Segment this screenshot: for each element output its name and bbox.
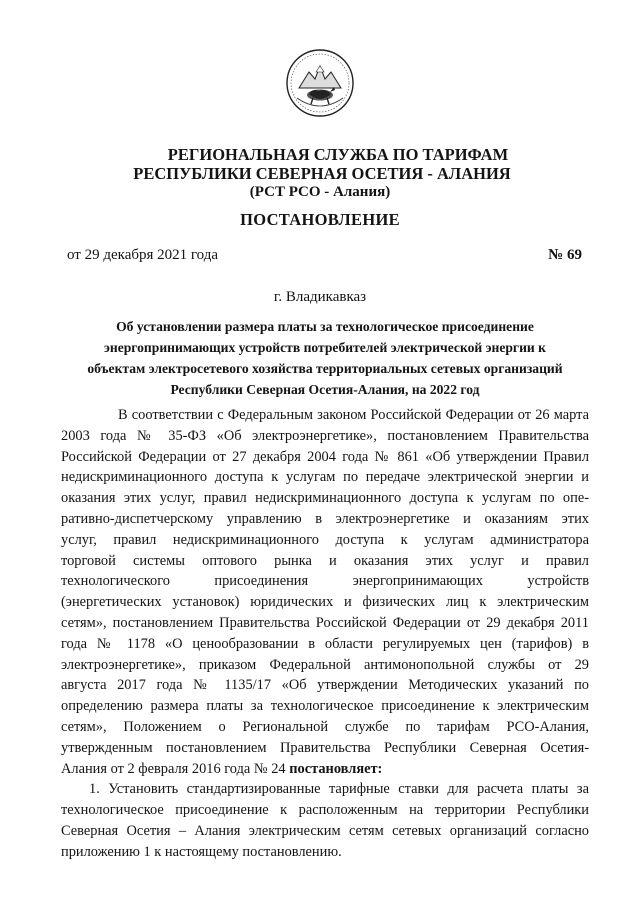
preamble-line: услуг, правил недискриминационного доступа к услугам администратора bbox=[61, 531, 589, 548]
document-city: г. Владикавказ bbox=[273, 289, 367, 305]
preamble-line: 2003 года № 35-ФЗ «Об электроэнергетике», постановлением Правительства bbox=[61, 427, 589, 444]
document-body bbox=[61, 405, 589, 863]
preamble-line: сетям», Положением о Региональной службе по тарифам РСО-Алания, bbox=[61, 718, 589, 735]
coat-of-arms-icon bbox=[285, 48, 355, 118]
item-1-line: 1. Установить стандартизированные тарифные ставки для расчета платы за bbox=[89, 781, 589, 798]
preamble-line: электроэнергетике», приказом Федеральной антимонопольной службы от 29 bbox=[61, 656, 589, 673]
preamble-final-text: Алания от 2 февраля 2016 года № 24 bbox=[61, 760, 290, 777]
preamble-line: утвержденным постановлением Правительства Республики Северная Осетия- bbox=[61, 739, 589, 756]
preamble-line: ративно-диспетчерскому управлению в электроэнергетике и оказаниям этих bbox=[61, 510, 589, 527]
subject-line: объектам электросетевого хозяйства территориальных сетевых организаций bbox=[87, 361, 563, 376]
preamble-line: Российской Федерации от 27 декабря 2004 года № 861 «Об утверждении Правил bbox=[61, 448, 589, 465]
subject-line: энергопринимающих устройств потребителей электрической энергии к bbox=[104, 340, 546, 355]
item-1-line: приложению 1 к настоящему постановлению. bbox=[61, 843, 342, 860]
preamble-line: августа 2017 года № 1135/17 «Об утверждении Методических указаний по bbox=[61, 677, 589, 694]
preamble-line: В соответствии с Федеральным законом Российской Федерации от 26 марта bbox=[118, 407, 589, 423]
preamble-line: технологического присоединения энергопринимающих устройств bbox=[61, 573, 589, 590]
document-date: от 29 декабря 2021 года bbox=[67, 247, 219, 263]
preamble-line: (энергетических установок) юридических и физических лиц к электрическим bbox=[61, 594, 589, 611]
document-subject bbox=[60, 316, 590, 400]
document-number: № 69 bbox=[548, 247, 582, 263]
preamble-line: недискриминационного доступа к услугам по передаче электрической энергии и bbox=[61, 469, 589, 486]
subject-line: Об установлении размера платы за технологическое присоединение bbox=[116, 319, 534, 334]
coat-of-arms-emblem bbox=[285, 48, 355, 118]
preamble-line: сетям», постановлением Правительства Российской Федерации от 29 декабря 2011 bbox=[61, 614, 589, 631]
document-type-title: ПОСТАНОВЛЕНИЕ bbox=[240, 210, 400, 229]
item-1-line: Северная Осетия – Алания электрическим сетям сетевых организаций согласно bbox=[61, 822, 589, 839]
preamble-line: определению размера платы за технологическое присоединение к электрическим bbox=[61, 698, 589, 715]
preamble-line: оказания этих услуг, правил недискриминационного доступа к услугам по опе- bbox=[61, 490, 589, 507]
preamble-final-line bbox=[61, 759, 589, 780]
preamble-line: года № 1178 «О ценообразовании в области регулируемых цен (тарифов) в bbox=[61, 635, 589, 652]
agency-name-line-2: РЕСПУБЛИКИ СЕВЕРНАЯ ОСЕТИЯ - АЛАНИЯ bbox=[133, 164, 511, 183]
agency-abbreviation: (РСТ РСО - Алания) bbox=[249, 184, 391, 200]
subject-line: Республики Северная Осетия-Алания, на 2022 год bbox=[170, 382, 480, 397]
resolves-keyword: постановляет: bbox=[289, 760, 383, 777]
item-1-line: технологическое присоединение к расположенным на территории Республики bbox=[61, 802, 589, 819]
preamble-line: торговой системы оптового рынка и оказания этих услуг и правил bbox=[61, 552, 589, 569]
agency-name-line-1: РЕГИОНАЛЬНАЯ СЛУЖБА ПО ТАРИФАМ bbox=[167, 145, 509, 164]
